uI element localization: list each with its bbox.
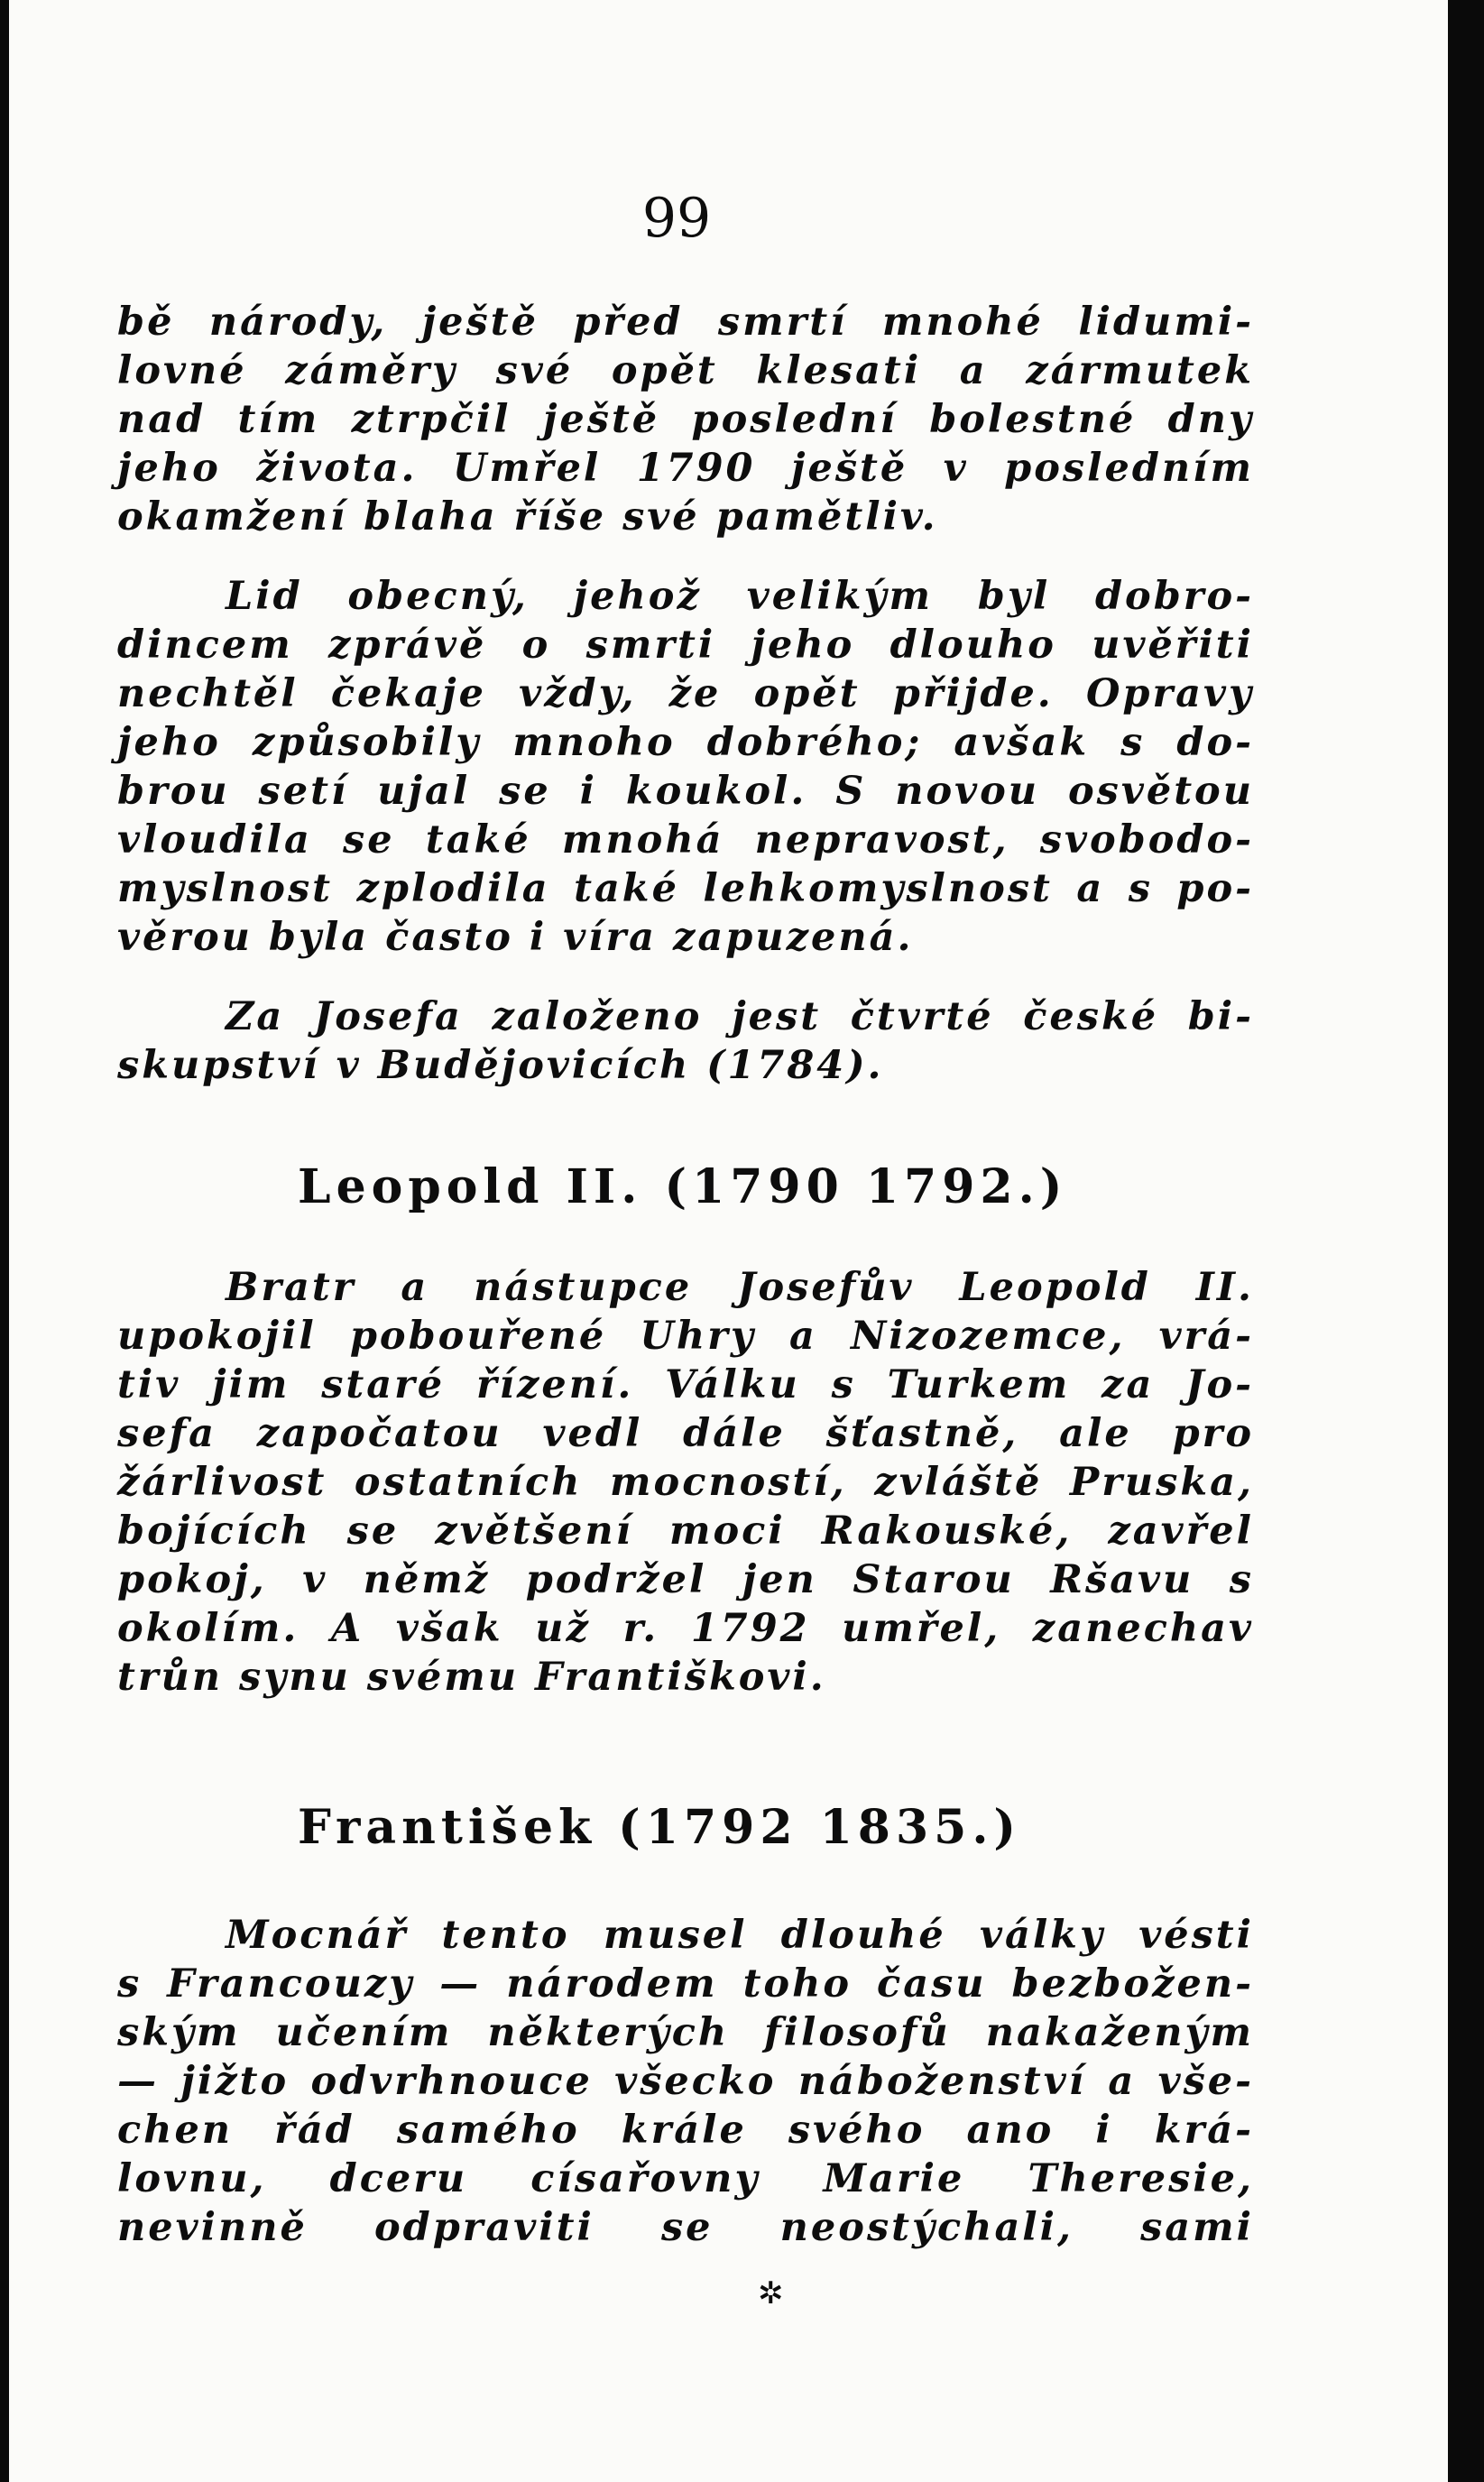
- text-line: s Francouzy — národem toho času bezbožen-: [117, 1961, 1254, 2007]
- text-line: trůn synu svému Františkovi.: [117, 1655, 826, 1700]
- scan-border-right: [1448, 0, 1484, 2482]
- section-heading-frantisek: František (1792 1835.): [298, 1800, 1022, 1855]
- paragraph-5: [117, 1911, 1254, 2252]
- text-line: chen řád samého krále svého ano i krá-: [117, 2108, 1254, 2153]
- text-line: nevinně odpraviti se neostýchali, sami: [117, 2205, 1254, 2250]
- paragraph-2: [117, 572, 1254, 962]
- text-line: tiv jim staré řízení. Válku s Turkem za Jo-: [117, 1362, 1254, 1407]
- text-line: jeho života. Umřel 1790 ještě v posledním: [117, 446, 1254, 491]
- text-line: bě národy, ještě před smrtí mnohé lidumi-: [117, 300, 1254, 345]
- text-line: nechtěl čekaje vždy, že opět přijde. Opravy: [117, 671, 1254, 716]
- paragraph-4: [117, 1263, 1254, 1702]
- text-line: věrou byla často i víra zapuzená.: [117, 915, 914, 960]
- signature-mark: ✲: [758, 2275, 784, 2311]
- text-line: Mocnář tento musel dlouhé války vésti: [226, 1913, 1254, 1958]
- text-line: Za Josefa založeno jest čtvrté české bi-: [226, 994, 1254, 1039]
- text-line: okolím. A však už r. 1792 umřel, zanechav: [117, 1606, 1254, 1651]
- text-line: — jižto odvrhnouce všecko náboženství a vše-: [117, 2059, 1254, 2104]
- text-line: žárlivost ostatních mocností, zvláště Pruska,: [117, 1460, 1254, 1505]
- text-line: lovnu, dceru císařovny Marie Theresie,: [117, 2156, 1254, 2201]
- section-heading-leopold: Leopold II. (1790 1792.): [298, 1159, 1068, 1214]
- text-line: nad tím ztrpčil ještě poslední bolestné dny: [117, 397, 1254, 442]
- text-line: dincem zprávě o smrti jeho dlouho uvěřiti: [117, 623, 1254, 668]
- text-line: pokoj, v němž podržel jen Starou Ršavu s: [117, 1557, 1254, 1602]
- text-line: bojících se zvětšení moci Rakouské, zavřel: [117, 1509, 1254, 1554]
- paragraph-1: [117, 298, 1254, 541]
- text-line: lovné záměry své opět klesati a zármutek: [117, 348, 1254, 393]
- page-number: 99: [641, 187, 712, 250]
- text-line: vloudila se také mnohá nepravost, svobodo-: [117, 817, 1254, 863]
- text-line: myslnost zplodila také lehkomyslnost a s po-: [117, 866, 1254, 911]
- text-line: ským učením některých filosofů nakaženým: [117, 2010, 1254, 2055]
- text-line: upokojil pobouřené Uhry a Nizozemce, vrá-: [117, 1314, 1254, 1359]
- paragraph-3: [117, 992, 1254, 1090]
- text-line: sefa započatou vedl dále šťastně, ale pro: [117, 1411, 1254, 1456]
- text-line: Lid obecný, jehož velikým byl dobro-: [226, 574, 1254, 619]
- text-line: okamžení blaha říše své pamětliv.: [117, 494, 938, 540]
- scan-border-left: [0, 0, 9, 2482]
- text-line: brou setí ujal se i koukol. S novou osvětou: [117, 769, 1254, 814]
- text-line: jeho způsobily mnoho dobrého; avšak s do-: [117, 720, 1254, 765]
- text-line: skupství v Budějovicích (1784).: [117, 1043, 884, 1088]
- text-line: Bratr a nástupce Josefův Leopold II.: [226, 1265, 1254, 1310]
